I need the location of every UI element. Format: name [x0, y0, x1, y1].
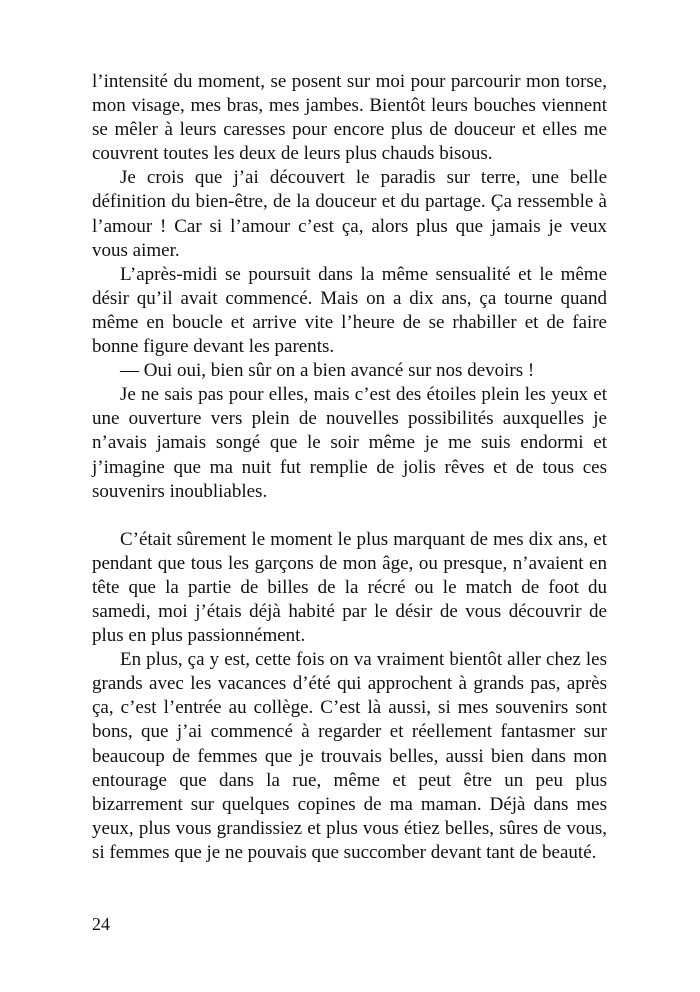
page-number: 24 — [92, 914, 110, 934]
dialogue-line: — Oui oui, bien sûr on a bien avancé sur nos devoirs ! — [120, 360, 535, 382]
paragraph: Je ne sais pas pour elles, mais c’est des étoiles plein les yeux et une ouverture vers plein de nouvelles possibilités auxquelles je n’avais jamais songé que le soir même je me suis endormi et j’imagine que ma nuit fut remplie de jolis rêves et de tous ces souvenirs inoubliables. — [92, 384, 607, 502]
paragraph: En plus, ça y est, cette fois on va vraiment bientôt aller chez les grands avec les vacances d’été qui approchent à grands pas, après ça, c’est l’entrée au collège. C’est là aussi, si mes souvenirs sont bons, que j’ai commencé à regarder et réellement fantasmer sur beaucoup de femmes que je trouvais belles, aussi bien dans mon entourage que dans la rue, même et peut être un peu plus bizarrement sur quelques copines de ma maman. Déjà dans mes yeux, plus vous grandissiez et plus vous étiez belles, sûres de vous, si femmes que je ne pouvais que succomber devant tant de beauté. — [92, 649, 607, 863]
section-break — [92, 504, 607, 528]
body-text — [92, 70, 607, 865]
paragraph: L’après-midi se poursuit dans la même sensualité et le même désir qu’il avait commencé. Mais on a dix ans, ça tourne quand même en boucle et arrive vite l’heure de se rhabiller et de faire bonne figure devant les parents. — [92, 263, 607, 358]
paragraph: Je crois que j’ai découvert le paradis sur terre, une belle définition du bien-être, de la douceur et du partage. Ça ressemble à l’amour ! Car si l’amour c’est ça, alors plus que jamais je veux vous aimer. — [92, 167, 607, 261]
paragraph: C’était sûrement le moment le plus marquant de mes dix ans, et pendant que tous les garçons de mon âge, ou presque, n’avaient en tête que la partie de billes de la récré ou le match de foot du samedi, moi j’étais déjà habité par le désir de vous découvrir de plus en plus passionnément. — [92, 528, 607, 647]
paragraph-continued: l’intensité du moment, se posent sur moi pour parcourir mon torse, mon visage, mes bras, mes jambes. Bientôt leurs bouches viennent se mêler à leurs caresses pour encore plus de douceur et elles me couvrent toutes les deux de leurs plus chauds bisous. — [92, 71, 607, 165]
